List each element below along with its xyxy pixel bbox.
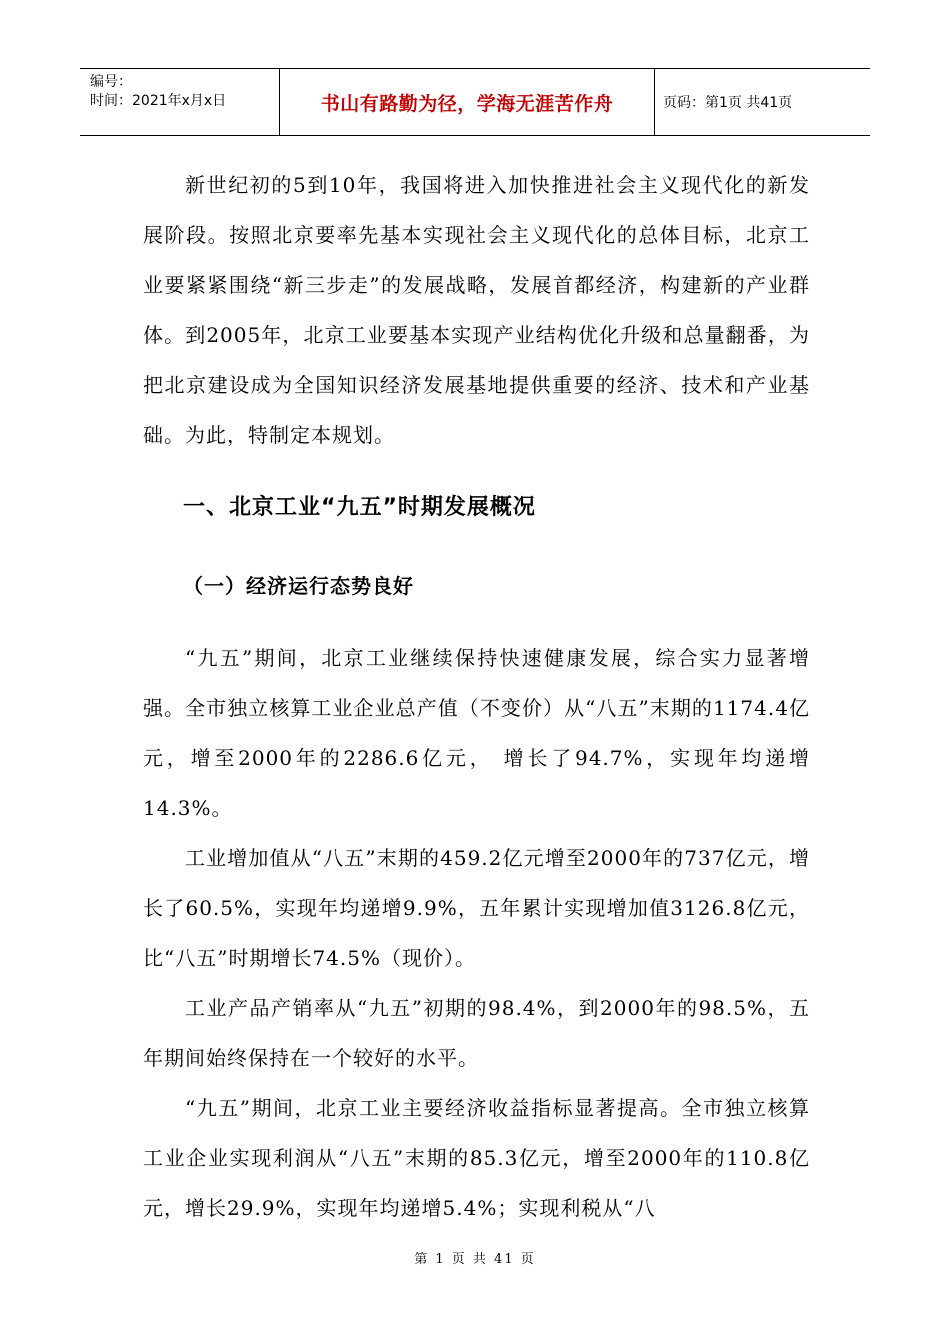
paragraph-sales-rate: 工业产品产销率从“九五”初期的98.4%，到2000年的98.5%，五年期间始终保持在一个较好的水平。 bbox=[143, 996, 810, 1070]
body-section bbox=[143, 633, 852, 1233]
header-motto: 书山有路勤为径，学海无涯苦作舟 bbox=[280, 69, 655, 135]
document-header bbox=[80, 68, 870, 136]
page-footer: 第 1 页 共 41 页 bbox=[414, 1252, 536, 1267]
header-page-info: 页码：第1页 共41页 bbox=[663, 95, 793, 111]
intro-paragraph: 新世纪初的5到10年，我国将进入加快推进社会主义现代化的新发展阶段。按照北京要率先基本实现社会主义现代化的总体目标，北京工业要紧紧围绕“新三步走”的发展战略，发展首都经济，构建新的产业群体。到2005年，北京工业要基本实现产业结构优化升级和总量翻番，为把北京建设成为全国知识经济发展基地提供重要的经济、技术和产业基础。为此，特制定本规划。 bbox=[143, 173, 810, 447]
number-label: 编号： bbox=[90, 74, 132, 90]
intro-section bbox=[143, 160, 810, 460]
paragraph-added-value: 工业增加值从“八五”末期的459.2亿元增至2000年的737亿元，增长了60.5%，实现年均递增9.9%，五年累计实现增加值3126.8亿元，比“八五”时期增长74.5%（现价）。 bbox=[143, 846, 810, 970]
subsection-title: （一）经济运行态势良好 bbox=[183, 574, 414, 598]
paragraph-output-value: “九五”期间，北京工业继续保持快速健康发展，综合实力显著增强。全市独立核算工业企业总产值（不变价）从“八五”末期的1174.4亿元，增至2000年的2286.6亿元， 增长了94.7%，实现年均递增 14.3%。 bbox=[143, 646, 852, 820]
section-title: 一、北京工业“九五”时期发展概况 bbox=[183, 495, 536, 520]
date-label: 时间：2021年x月x日 bbox=[90, 93, 227, 109]
paragraph-profit: “九五”期间，北京工业主要经济收益指标显著提高。全市独立核算工业企业实现利润从“八五”末期的85.3亿元，增至2000年的110.8亿元，增长29.9%，实现年均递增5.4%；实现利税从“八 bbox=[143, 1096, 810, 1220]
header-meta bbox=[80, 69, 280, 135]
